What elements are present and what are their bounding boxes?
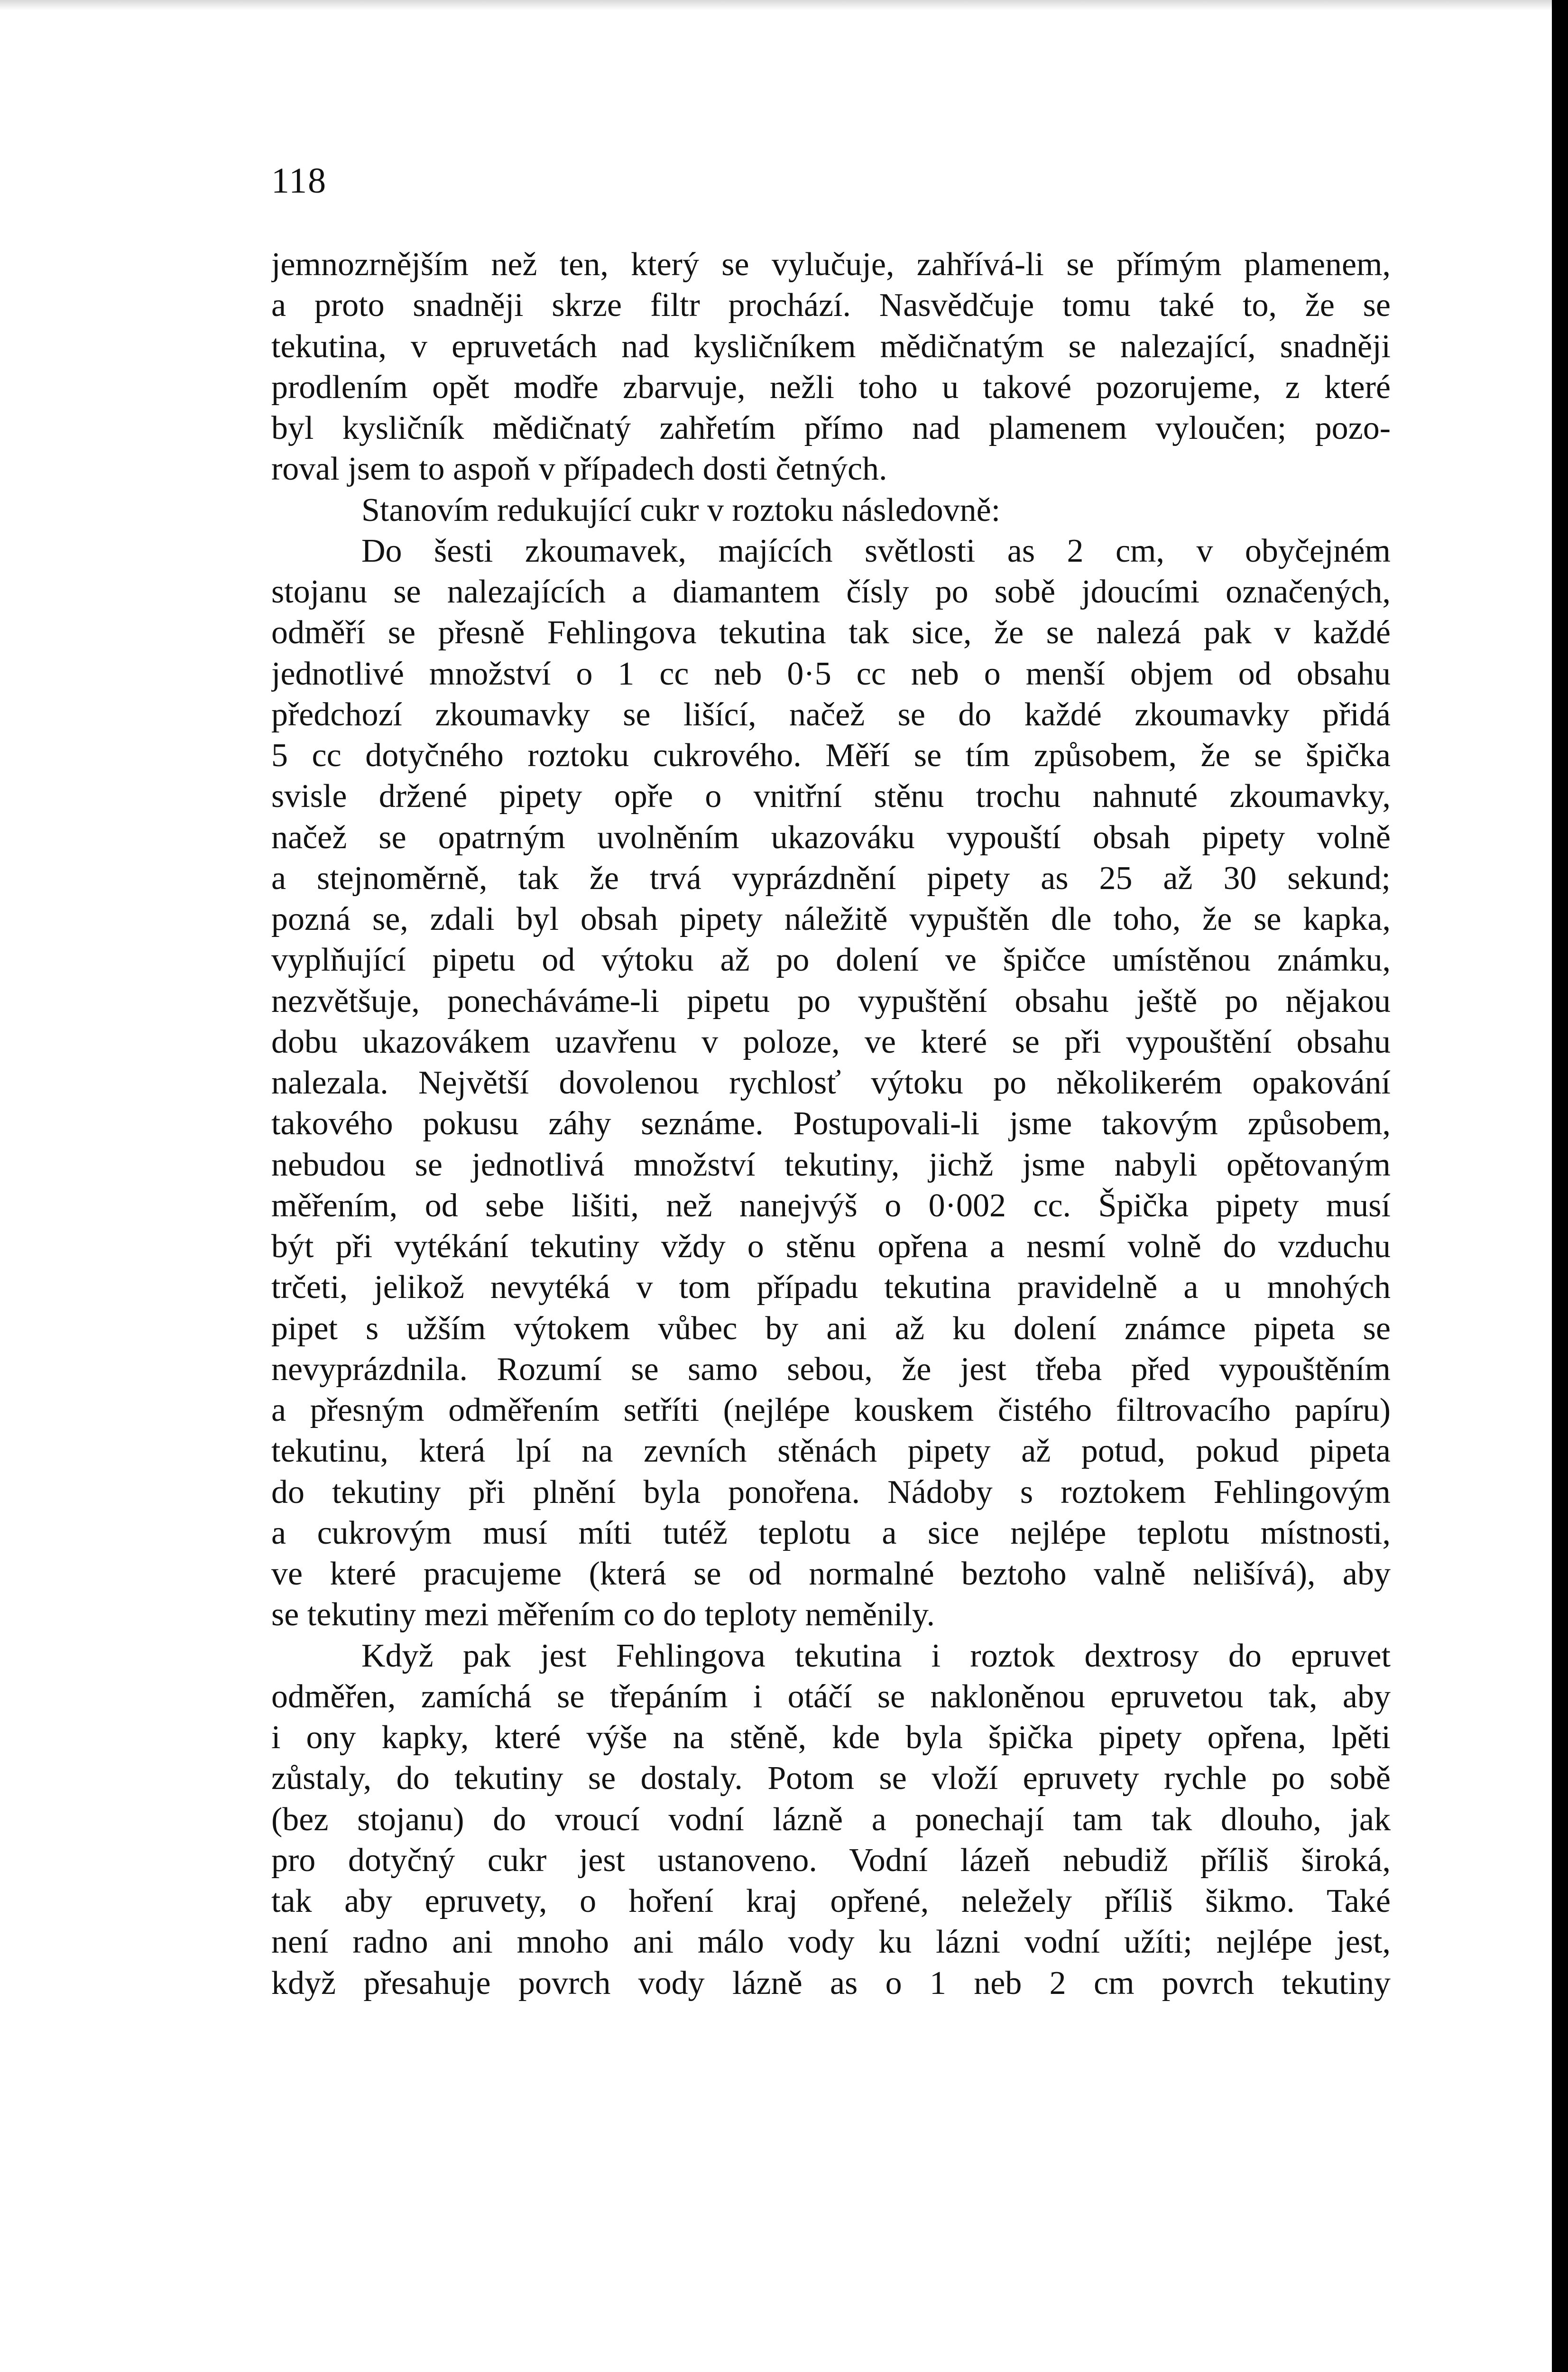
text-line: svisle držené pipety opře o vnitřní stěnu trochu nahnuté zkoumavky, [271, 778, 1391, 815]
text-line: být při vytékání tekutiny vždy o stěnu opřena a nesmí volně do vzduchu [271, 1228, 1391, 1265]
text-line: Když pak jest Fehlingova tekutina i roztok dextrosy do epruvet [361, 1637, 1391, 1674]
text-line: i ony kapky, které výše na stěně, kde byla špička pipety opřena, lpěti [271, 1719, 1391, 1756]
text-line: jemnozrnějším než ten, který se vylučuje, zahřívá-li se přímým plamenem, [271, 246, 1391, 283]
paragraph [271, 531, 1391, 1636]
text-line: byl kysličník mědičnatý zahřetím přímo nad plamenem vyloučen; pozo- [271, 410, 1391, 446]
text-line: pipet s užším výtokem vůbec by ani až ku dolení známce pipeta se [271, 1310, 1391, 1347]
text-line: a stejnoměrně, tak že trvá vyprázdnění pipety as 25 až 30 sekund; [271, 860, 1391, 897]
text-line: předchozí zkoumavky se lišící, načež se do každé zkoumavky přidá [271, 696, 1391, 733]
text-line: takového pokusu záhy seznáme. Postupovali-li jsme takovým způsobem, [271, 1105, 1391, 1142]
text-line: jednotlivé množství o 1 cc neb 0·5 cc neb o menší objem od obsahu [271, 655, 1391, 692]
text-line: načež se opatrným uvolněním ukazováku vypouští obsah pipety volně [271, 819, 1391, 856]
text-line: tekutinu, která lpí na zevních stěnách pipety až potud, pokud pipeta [271, 1433, 1391, 1470]
text-line: nalezala. Největší dovolenou rychlosť výtoku po několikerém opakování [271, 1065, 1391, 1101]
paragraph [271, 244, 1391, 490]
text-line: nezvětšuje, ponecháváme-li pipetu po vypuštění obsahu ještě po nějakou [271, 982, 1391, 1019]
text-line: do tekutiny při plnění byla ponořena. Nádoby s roztokem Fehlingovým [271, 1473, 1391, 1510]
text-line: roval jsem to aspoň v případech dosti četných. [271, 451, 887, 488]
text-line: a proto snadněji skrze filtr prochází. Nasvědčuje tomu také to, že se [271, 287, 1391, 324]
text-line: odměří se přesně Fehlingova tekutina tak sice, že se nalezá pak v každé [271, 614, 1391, 651]
text-line: není radno ani mnoho ani málo vody ku lázni vodní užíti; nejlépe jest, [271, 1924, 1391, 1961]
text-line: tak aby epruvety, o hoření kraj opřené, neležely příliš šikmo. Také [271, 1883, 1391, 1919]
text-line: nebudou se jednotlivá množství tekutiny, jichž jsme nabyli opětovaným [271, 1146, 1391, 1183]
text-line: prodlením opět modře zbarvuje, nežli toho u takové pozorujeme, z které [271, 369, 1391, 406]
text-line: se tekutiny mezi měřením co do teploty neměnily. [271, 1596, 935, 1633]
paragraph [271, 1636, 1391, 2004]
text-line: měřením, od sebe lišiti, než nanejvýš o 0·002 cc. Špička pipety musí [271, 1187, 1391, 1224]
text-line: dobu ukazovákem uzavřenu v poloze, ve které se při vypouštění obsahu [271, 1023, 1391, 1060]
text-line: zůstaly, do tekutiny se dostaly. Potom se vloží epruvety rychle po sobě [271, 1760, 1391, 1797]
text-line: (bez stojanu) do vroucí vodní lázně a ponechají tam tak dlouho, jak [271, 1801, 1391, 1838]
text-line: Stanovím redukující cukr v roztoku následovně: [361, 491, 1001, 528]
paragraph [271, 490, 1391, 531]
text-line: nevyprázdnila. Rozumí se samo sebou, že jest třeba před vypouštěním [271, 1351, 1391, 1388]
text-line: Do šesti zkoumavek, majících světlosti as 2 cm, v obyčejném [361, 532, 1391, 569]
top-edge-shadow [0, 0, 1552, 10]
right-scan-border [1552, 0, 1568, 2372]
text-line: pro dotyčný cukr jest ustanoveno. Vodní lázeň nebudiž příliš široká, [271, 1842, 1391, 1879]
text-line: pozná se, zdali byl obsah pipety náležitě vypuštěn dle toho, že se kapka, [271, 901, 1391, 937]
text-line: 5 cc dotyčného roztoku cukrového. Měří se tím způsobem, že se špička [271, 737, 1391, 774]
text-line: odměřen, zamíchá se třepáním i otáčí se nakloněnou epruvetou tak, aby [271, 1678, 1391, 1715]
text-line: trčeti, jelikož nevytéká v tom případu tekutina pravidelně a u mnohých [271, 1269, 1391, 1306]
text-line: a přesným odměřením setříti (nejlépe kouskem čistého filtrovacího papíru) [271, 1392, 1391, 1428]
text-line: vyplňující pipetu od výtoku až po dolení ve špičce umístěnou známku, [271, 942, 1391, 979]
body-text [271, 244, 1391, 2004]
text-line: stojanu se nalezajících a diamantem čísly po sobě jdoucími označených, [271, 574, 1391, 610]
text-line: ve které pracujeme (která se od normalné beztoho valně nelišívá), aby [271, 1556, 1391, 1592]
text-line: když přesahuje povrch vody lázně as o 1 neb 2 cm povrch tekutiny [271, 1964, 1391, 2001]
text-line: tekutina, v epruvetách nad kysličníkem mědičnatým se nalezající, snadněji [271, 328, 1391, 365]
text-line: a cukrovým musí míti tutéž teplotu a sice nejlépe teplotu místnosti, [271, 1514, 1391, 1551]
page-number: 118 [271, 161, 327, 201]
